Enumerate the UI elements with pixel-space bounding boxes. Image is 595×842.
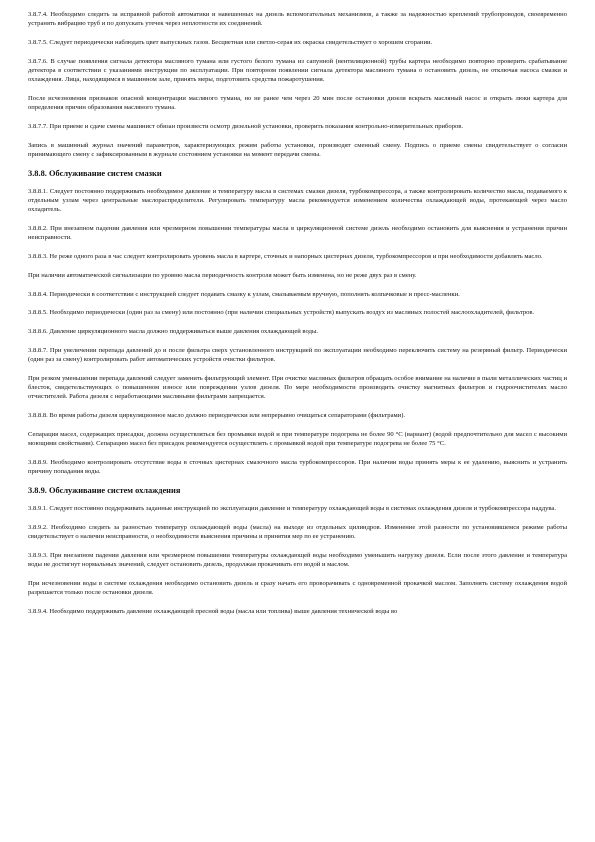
paragraph-3-8-8-9: 3.8.8.9. Необходимо контролировать отсутствие воды в сточных цистернах смазочного масла турбокомпрессоров. При наличии воды принять меры к ее удалению, выяснить и устранить причину попадания воды. [28,458,567,476]
paragraph-3-8-9-4: 3.8.9.4. Необходимо поддерживать давление охлаждающей пресной воды (масла или топлива) выше давления технической воды во [28,607,398,615]
paragraph-3-8-8-7: 3.8.8.7. При увеличении перепада давлений до и после фильтра сверх установленного инструкцией по эксплуатации необходимо переключить систему на резервный фильтр. Периодически (один раз за смену) контролировать работ автоматических устройств очистки фильтров. [28,346,567,364]
paragraph-3-8-7-6: 3.8.7.6. В случае появления сигнала детектора масляного тумана или густого белого тумана из сапунной (вентиляционной) трубы картера необходимо повторно проверить срабатывание детектора в соответствии с указаниями инструкции по эксплуатации. При повторном появлении сигнала детектора масляного тумана о остановить дизель, не отключая насоса смазки и охлаждения. Лица, находящимся в машинном зале, принять меры, подготовить средства пожаротушения. [28,57,567,84]
paragraph-filter-replacement: При резком уменьшении перепада давлений следует заменить фильтрующий элемент. При очистке масляных фильтров обращать особое внимание на наличие в пыли металлических частиц и блесток, свидетельствующих о повышенном износе или повреждении узлов дизеля. По мере необходимости производить очистку магнитных фильтров и гидроочистителях масло отчистителей. Работа дизеля с неработающими масляными фильтрами запрещается. [28,374,567,401]
paragraph-oil-level-signal: При наличии автоматической сигнализации по уровню масла периодичность контроля может быть изменена, но не реже двух раз в смену. [28,271,417,279]
paragraph-3-8-8-3: 3.8.8.3. Не реже одного раза в час следует контролировать уровень масла в картере, сточных и напорных цистернах дизеля, турбокомпрессоров и при необходимости добавлять масло. [28,253,543,260]
paragraph-3-8-9-3: 3.8.9.3. При внезапном падении давления или чрезмерном повышении температуры охлаждающей воды необходимо уменьшить нагрузку дизеля. Если после этого давление и температура воды не достигнут нормальных значений, следует остановить дизель, продолжая прокачивать его водой и маслом. [28,551,567,568]
paragraph-3-8-7-4: 3.8.7.4. Необходимо следить за исправной работой автоматики и навешенных на дизель вспомогательных механизмов, а также за надежностью креплений трубопроводов, своевременно устранять вибрацию труб и по допускать утечек через неплотности их соединений. [28,11,567,28]
paragraph-engine-log: Запись в машинный журнал значений параметров, характеризующих режим работы установки, производят сменный смену. Подпись о приеме смены свидетельствует о согласии принимающего смену с зафиксированным в журнале состоянием установки на момент передачи смены. [28,141,567,158]
paragraph-3-8-8-6: 3.8.8.6. Давление циркуляционного масла должно поддерживаться выше давления охлаждающей воды. [28,328,319,336]
document-page [28,10,567,626]
paragraph-3-8-8-2: 3.8.8.2. При внезапном падении давления или чрезмерном повышении температуры масла в циркуляционной системе дизель необходимо остановить для выяснения и устранения причин неисправности. [28,225,567,242]
paragraph-3-8-8-5: 3.8.8.5. Необходимо периодически (один раз за смену) или постоянно (при наличии специальных устройств) выпускать воздух из масляных полостей маслоохладителей, фильтров. [28,309,535,317]
paragraph-3-8-7-5: 3.8.7.5. Следует периодически наблюдать цвет выпускных газов. Бесцветная или светло-серая их окраска свидетельствует о хорошем сгорании. [28,39,433,46]
section-heading-lubrication: 3.8.8. Обслуживание систем смазки [28,168,162,178]
paragraph-3-8-9-1: 3.8.9.1. Следует постоянно поддерживать заданные инструкцией по эксплуатации давление и температуру охлаждающей воды в системах охлаждения дизеля и турбокомпрессора наддува. [28,504,556,512]
section-heading-cooling: 3.8.9. Обслуживание систем охлаждения [28,485,181,495]
paragraph-3-8-8-1: 3.8.8.1. Следует постоянно поддерживать необходимое давление и температуру масла в системах смазки дизеля, турбокомпрессора, а также контролировать количество масла, подаваемого к отдельным узлам через центральные маслораспределители. Регулировать температуру масла рекомендуется изменением количества охлаждающей воды, протекающей через масло охладитель. [28,187,567,214]
paragraph-oil-mist-followup: После исчезновения признаков опасной концентрации масляного тумана, но не ранее чем через 20 мин после остановки дизеля вскрыть масляный насос и открыть люки картера для определения причин образования масляного тумана. [28,95,567,112]
paragraph-3-8-8-8: 3.8.8.8. Во время работы дизеля циркуляционное масло должно периодически или непрерывно очищаться сепараторами (фильтрами). [28,412,406,420]
paragraph-3-8-8-4: 3.8.8.4. Периодически в соответствии с инструкцией следует подавать смазку к узлам, смазываемым вручную, пополнять колпачковые и пресс-масленки. [28,290,460,298]
paragraph-oil-separation: Сепарация масел, содержащих присадки, должна осуществляться без промывки водой и при температуре подогрева не более 90 °C (вариант) (водой предпочтительно для масел с высокими моющими свойствами). Сепарацию масел без присадок рекомендуется осуществлять с промывкой водой при температуре подогрева не более 75 °C. [28,430,567,448]
paragraph-3-8-9-2: 3.8.9.2. Необходимо следить за разностью температур охлаждающей воды (масла) на выходе из отдельных цилиндров. Изменение этой разности по установившемся режиме работы свидетельствует о наличии неисправности, о необходимости выяснения причины и принятия мер по ее устранению. [28,523,567,540]
paragraph-coolant-loss: При исчезновении воды в системе охлаждения необходимо остановить дизель и сразу начать его проворачивать с одновременной прокачкой маслом. Заполнять систему охлаждения водой разрешается только после остановки дизеля. [28,579,567,596]
paragraph-3-8-7-7: 3.8.7.7. При приеме и сдаче смены машинист обязан произвести осмотр дизельной установки, проверить показания контрольно-измерительных приборов. [28,123,464,130]
